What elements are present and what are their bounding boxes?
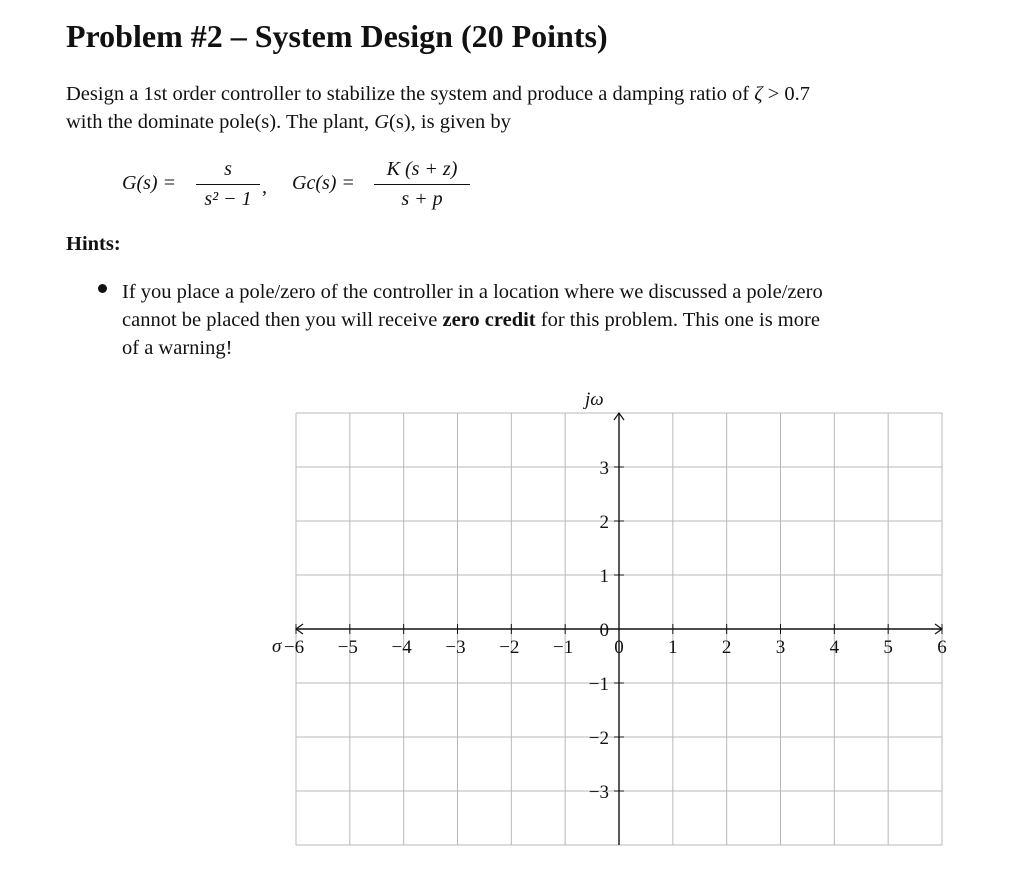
x-axis-label: σ bbox=[272, 636, 282, 657]
y-tick-label: 2 bbox=[599, 512, 609, 533]
y-axis-label: jω bbox=[585, 389, 604, 410]
x-tick-label: 1 bbox=[668, 637, 678, 658]
plant-arg: (s) bbox=[389, 111, 411, 133]
x-tick-label: −5 bbox=[337, 637, 358, 658]
zeta-symbol: ζ bbox=[754, 83, 763, 105]
hint-text: for this problem. This one is more bbox=[535, 309, 820, 331]
x-tick-label: −2 bbox=[499, 637, 520, 658]
plant-lhs: G(s) = bbox=[122, 172, 177, 194]
x-tick-label: −1 bbox=[553, 637, 574, 658]
hints-heading: Hints: bbox=[66, 233, 121, 255]
y-tick-label: 0 bbox=[599, 620, 609, 641]
hint-text: cannot be placed then you will receive bbox=[122, 309, 443, 331]
x-tick-label: 0 bbox=[614, 637, 624, 658]
hint-line-3: of a warning! bbox=[122, 337, 233, 359]
x-tick-label: −3 bbox=[445, 637, 466, 658]
x-tick-label: −4 bbox=[391, 637, 412, 658]
y-tick-label: −1 bbox=[588, 674, 609, 695]
controller-denominator: s + p bbox=[401, 188, 443, 210]
controller-lhs: Gc(s) = bbox=[292, 172, 355, 194]
x-tick-label: 2 bbox=[721, 637, 732, 658]
x-tick-label: −6 bbox=[283, 637, 305, 658]
plant-symbol: G bbox=[374, 111, 390, 133]
x-tick-label: 3 bbox=[775, 637, 786, 658]
y-tick-label: 3 bbox=[599, 458, 609, 479]
controller-numerator: K (s + z) bbox=[386, 158, 458, 180]
y-tick-label: 1 bbox=[599, 566, 609, 587]
damping-threshold: > 0.7 bbox=[762, 83, 811, 105]
statement-text: with the dominate pole(s). The plant, bbox=[66, 111, 375, 133]
y-tick-label: −3 bbox=[588, 782, 609, 803]
plant-numerator: s bbox=[224, 158, 232, 180]
x-tick-label: 6 bbox=[937, 637, 947, 658]
plant-denominator: s² − 1 bbox=[204, 188, 252, 210]
y-tick-label: −2 bbox=[588, 728, 609, 749]
x-tick-label: 5 bbox=[883, 637, 893, 658]
x-tick-label: 4 bbox=[829, 637, 840, 658]
statement-text: Design a 1st order controller to stabilize the system and produce a damping ratio of bbox=[66, 83, 755, 105]
zero-credit-emphasis: zero credit bbox=[442, 309, 536, 331]
page-title: Problem #2 – System Design (20 Points) bbox=[66, 18, 608, 54]
statement-text: , is given by bbox=[410, 111, 511, 133]
hint-line-1: If you place a pole/zero of the controller in a location where we discussed a pole/zero bbox=[122, 281, 823, 303]
equation-comma: , bbox=[262, 176, 267, 198]
